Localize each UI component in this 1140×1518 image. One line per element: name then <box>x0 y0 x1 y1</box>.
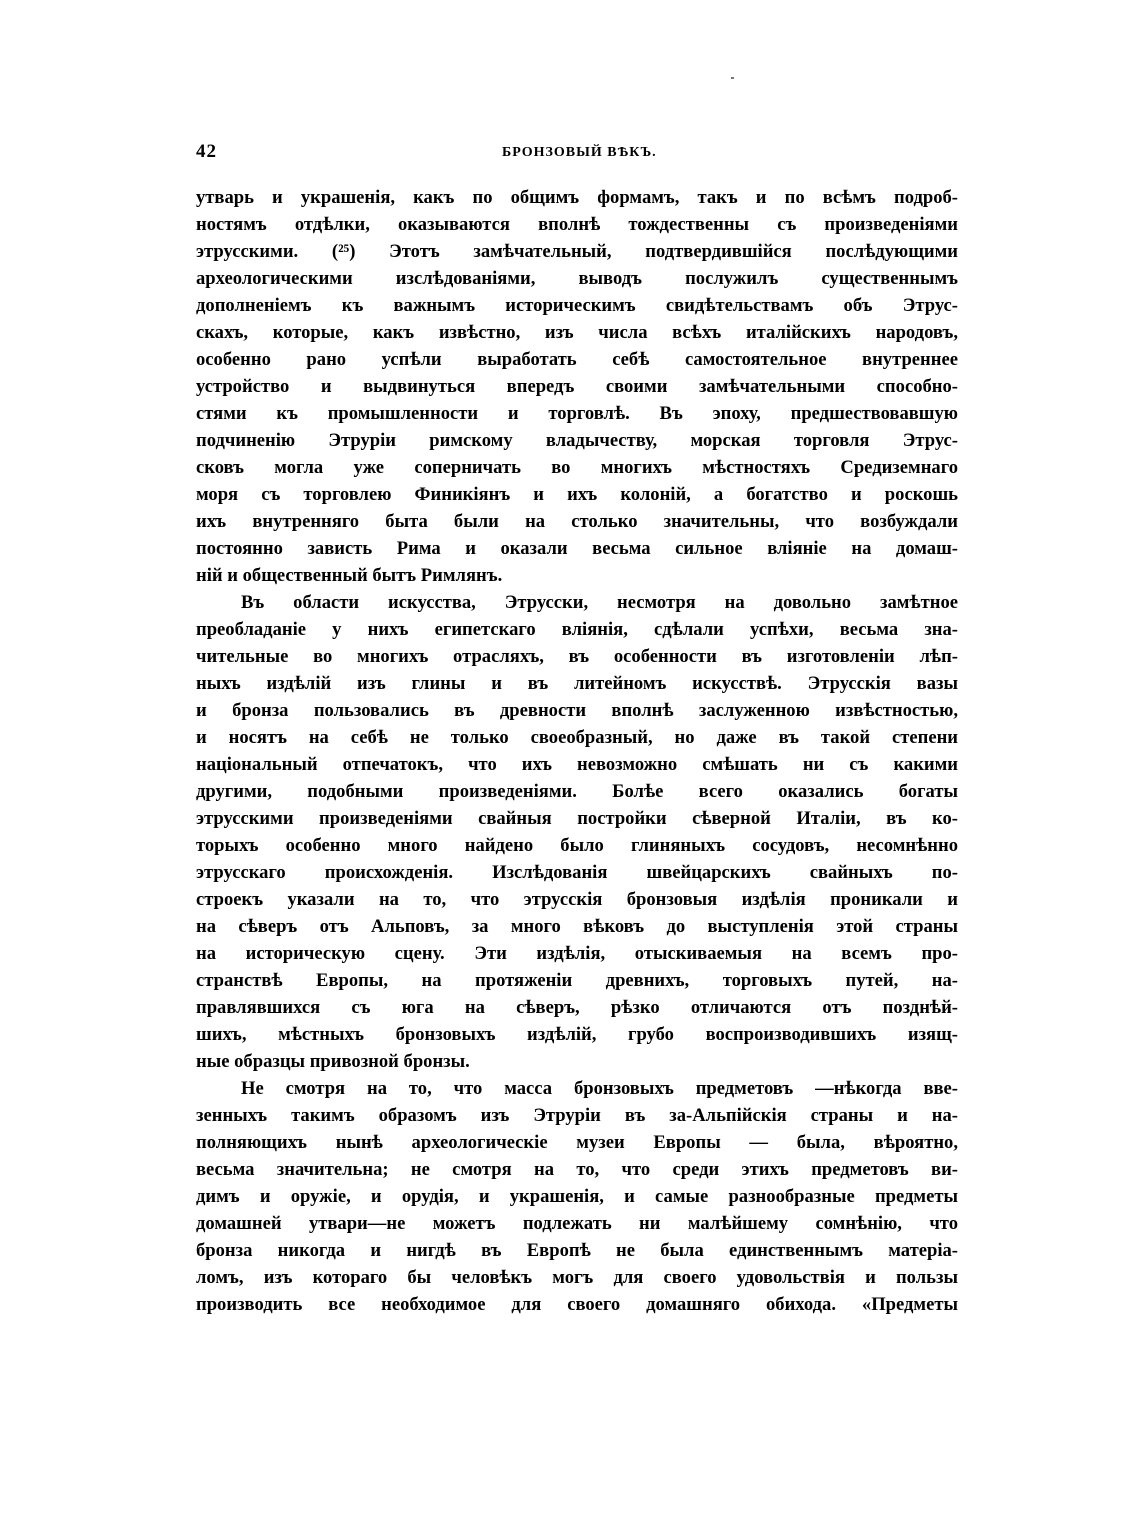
text-line: весьма значительна; не смотря на то, что среди этихъ предметовъ ви- <box>196 1159 958 1180</box>
text-line: шихъ, мѣстныхъ бронзовыхъ издѣлій, грубо воспроизводившихъ изящ- <box>196 1024 958 1045</box>
text-line: полняющихъ нынѣ археологическіе музеи Европы — была, вѣроятно, <box>196 1132 958 1153</box>
text-line: ностямъ отдѣлки, оказываются вполнѣ тождественны съ произведеніями <box>196 214 958 235</box>
text-line: устройство и выдвинуться впередъ своими замѣчательными способно- <box>196 376 958 397</box>
text-line: зенныхъ такимъ образомъ изъ Этруріи въ за-Альпійскія страны и на- <box>196 1105 958 1126</box>
page-number: 42 <box>196 141 217 162</box>
text-line: преобладаніе у нихъ египетскаго вліянія, сдѣлали успѣхи, весьма зна- <box>196 619 958 640</box>
text-line: правлявшихся съ юга на сѣверъ, рѣзко отличаются отъ позднѣй- <box>196 997 958 1018</box>
text-line: другими, подобными произведеніями. Болѣе всего оказались богаты <box>196 781 958 802</box>
text-line: ные образцы привозной бронзы. <box>196 1051 470 1072</box>
text-line: димъ и оружіе, и орудія, и украшенія, и самые разнообразные предметы <box>196 1186 958 1207</box>
text-line: подчиненію Этруріи римскому владычеству, морская торговля Этрус- <box>196 430 958 451</box>
text-line: этрусскаго происхожденія. Изслѣдованія швейцарскихъ свайныхъ по- <box>196 862 958 883</box>
text-line: на историческую сцену. Эти издѣлія, отыскиваемыя на всемъ про- <box>196 943 958 964</box>
text-line: торыхъ особенно много найдено было глиняныхъ сосудовъ, несомнѣнно <box>196 835 958 856</box>
text-line: Въ области искусства, Этрусски, несмотря на довольно замѣтное <box>241 592 958 613</box>
text-line: этрусскими. (²⁵) Этотъ замѣчательный, подтвердившійся послѣдующими <box>196 241 958 262</box>
text-line: и бронза пользовались въ древности вполнѣ заслуженною извѣстностью, <box>196 700 958 721</box>
text-line: чительные во многихъ отрасляхъ, въ особенности въ изготовленіи лѣп- <box>196 646 958 667</box>
text-line: сковъ могла уже соперничать во многихъ мѣстностяхъ Средиземнаго <box>196 457 958 478</box>
text-line: стями къ промышленности и торговлѣ. Въ эпоху, предшествовавшую <box>196 403 958 424</box>
text-line: ломъ, изъ котораго бы человѣкъ могъ для своего удовольствія и пользы <box>196 1267 958 1288</box>
text-line: ній и общественный бытъ Римлянъ. <box>196 565 503 586</box>
text-line: и носятъ на себѣ не только своеобразный, но даже въ такой степени <box>196 727 958 748</box>
text-line: на сѣверъ отъ Альповъ, за много вѣковъ до выступленія этой страны <box>196 916 958 937</box>
text-line: ныхъ издѣлій изъ глины и въ литейномъ искусствѣ. Этрусскія вазы <box>196 673 958 694</box>
paragraph-1 <box>196 184 958 589</box>
text-line: этрусскими произведеніями свайныя постройки сѣверной Италіи, въ ко- <box>196 808 958 829</box>
paragraph-2 <box>196 589 958 1075</box>
text-line: странствѣ Европы, на протяженіи древнихъ, торговыхъ путей, на- <box>196 970 958 991</box>
text-line: археологическими изслѣдованіями, выводъ послужилъ существеннымъ <box>196 268 958 289</box>
scan-speck <box>731 77 734 79</box>
body-text <box>196 184 958 1318</box>
text-line: домашней утвари—не можетъ подлежать ни малѣйшему сомнѣнію, что <box>196 1213 958 1234</box>
paragraph-3 <box>196 1075 958 1318</box>
text-line: утварь и украшенія, какъ по общимъ формамъ, такъ и по всѣмъ подроб- <box>196 187 958 208</box>
text-line: бронза никогда и нигдѣ въ Европѣ не была единственнымъ матеріа- <box>196 1240 958 1261</box>
text-line: Не смотря на то, что масса бронзовыхъ предметовъ —нѣкогда вве- <box>241 1078 958 1099</box>
text-line: скахъ, которые, какъ извѣстно, изъ числа всѣхъ италійскихъ народовъ, <box>196 322 958 343</box>
text-line: постоянно зависть Рима и оказали весьма сильное вліяніе на домаш- <box>196 538 958 559</box>
text-line: особенно рано успѣли выработать себѣ самостоятельное внутреннее <box>196 349 958 370</box>
text-line: строекъ указали на то, что этрусскія бронзовыя издѣлія проникали и <box>196 889 958 910</box>
text-line: національный отпечатокъ, что ихъ невозможно смѣшать ни съ какими <box>196 754 958 775</box>
text-line: моря съ торговлею Финикіянъ и ихъ колоній, а богатство и роскошь <box>196 484 958 505</box>
running-title: БРОНЗОВЫЙ ВѢКЪ. <box>502 145 657 160</box>
text-line: дополненіемъ къ важнымъ историческимъ свидѣтельствамъ объ Этрус- <box>196 295 958 316</box>
text-line: ихъ внутренняго быта были на столько значительны, что возбуждали <box>196 511 958 532</box>
text-line: производить все необходимое для своего домашняго обихода. «Предметы <box>196 1294 958 1315</box>
